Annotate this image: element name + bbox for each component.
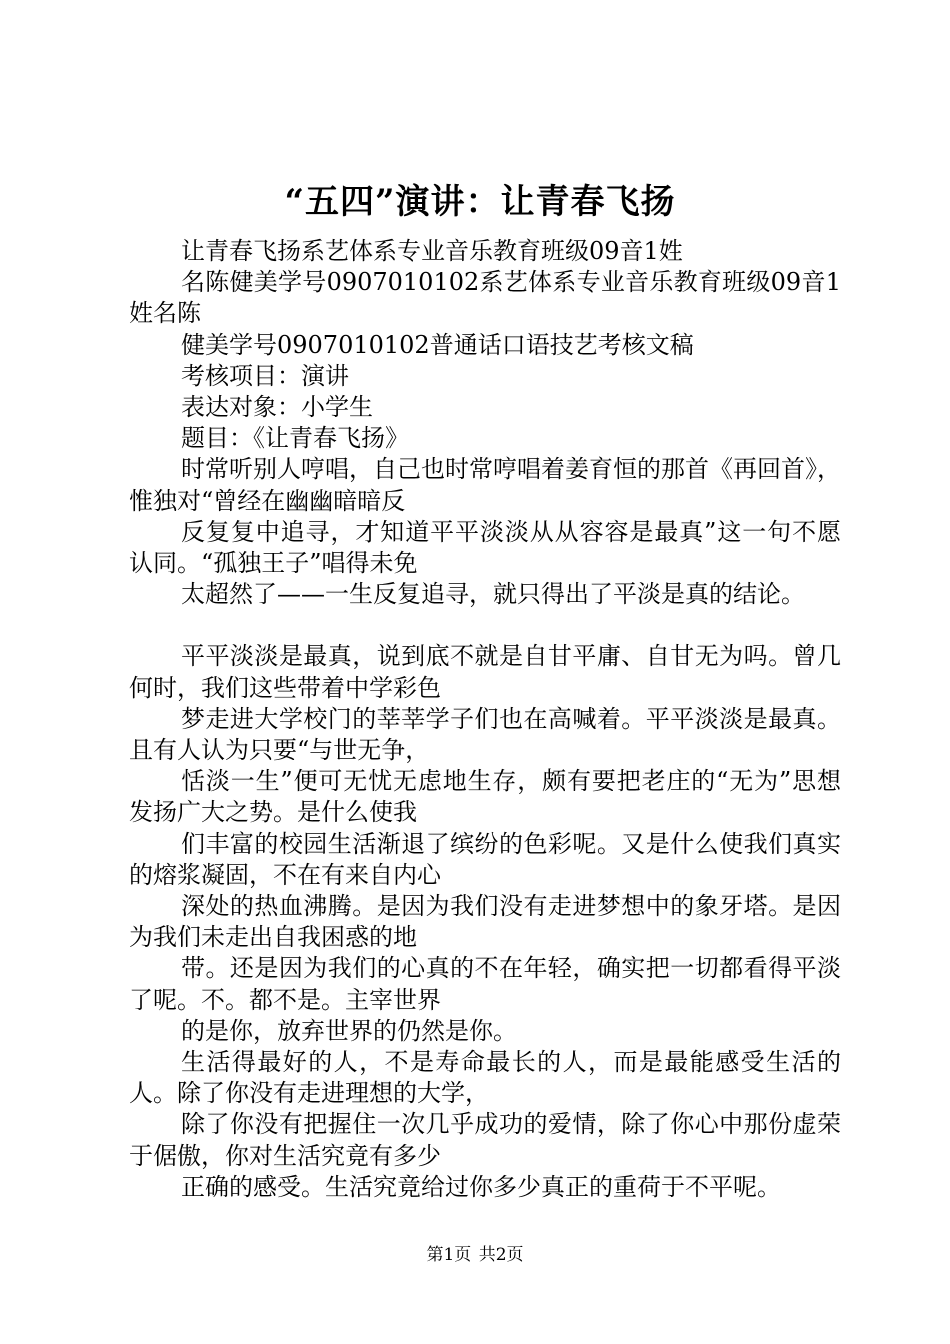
paragraph: 表达对象：小学生 <box>181 393 373 422</box>
paragraph: 时常听别人哼唱，自己也时常哼唱着姜育恒的那首《再回首》，惟独对“曾经在幽幽暗暗反 <box>129 455 841 515</box>
paragraph: 让青春飞扬系艺体系专业音乐教育班级09音1姓 <box>181 237 683 265</box>
paragraph: 题目：《让青春飞扬》 <box>181 424 409 453</box>
page-footer <box>0 1244 950 1266</box>
document-title: “五四”演讲：让青春飞扬 <box>284 182 676 222</box>
document-body <box>129 236 841 1203</box>
paragraph: 带。还是因为我们的心真的不在年轻，确实把一切都看得平淡了呢。不。都不是。主宰世界 <box>129 954 841 1014</box>
paragraph: 深处的热血沸腾。是因为我们没有走进梦想中的象牙塔。是因为我们未走出自我困惑的地 <box>129 892 841 952</box>
paragraph: 考核项目：演讲 <box>181 361 349 390</box>
page-number: 第1页 <box>426 1245 472 1265</box>
paragraph: 除了你没有把握住一次几乎成功的爱情，除了你心中那份虚荣于倨傲，你对生活究竟有多少 <box>129 1110 841 1170</box>
paragraph: 反复复中追寻，才知道平平淡淡从从容容是最真”这一句不愿认同。“孤独王子”唱得未免 <box>129 517 841 578</box>
paragraph: 的是你，放弃世界的仍然是你。 <box>181 1016 517 1045</box>
paragraph: 健美学号0907010102普通话口语技艺考核文稿 <box>181 330 694 359</box>
paragraph: 太超然了——一生反复追寻，就只得出了平淡是真的结论。 <box>181 580 805 609</box>
page-total: 共2页 <box>478 1245 524 1265</box>
paragraph: 平平淡淡是最真，说到底不就是自甘平庸、自甘无为吗。曾几何时，我们这些带着中学彩色 <box>129 642 841 702</box>
paragraph: 生活得最好的人，不是寿命最长的人，而是最能感受生活的人。除了你没有走进理想的大学， <box>129 1048 841 1108</box>
paragraph: 梦走进大学校门的莘莘学子们也在高喊着。平平淡淡是最真。且有人认为只要“与世无争， <box>129 704 841 765</box>
paragraph: 们丰富的校园生活渐退了缤纷的色彩呢。又是什么使我们真实的熔浆凝固，不在有来自内心 <box>129 829 841 889</box>
paragraph: 恬淡一生”便可无忧无虑地生存，颇有要把老庄的“无为”思想发扬广大之势。是什么使我 <box>129 767 841 827</box>
paragraph: 名陈健美学号0907010102系艺体系专业音乐教育班级09音1姓名陈 <box>129 268 841 328</box>
paragraph: 正确的感受。生活究竟给过你多少真正的重荷于不平呢。 <box>181 1172 781 1201</box>
